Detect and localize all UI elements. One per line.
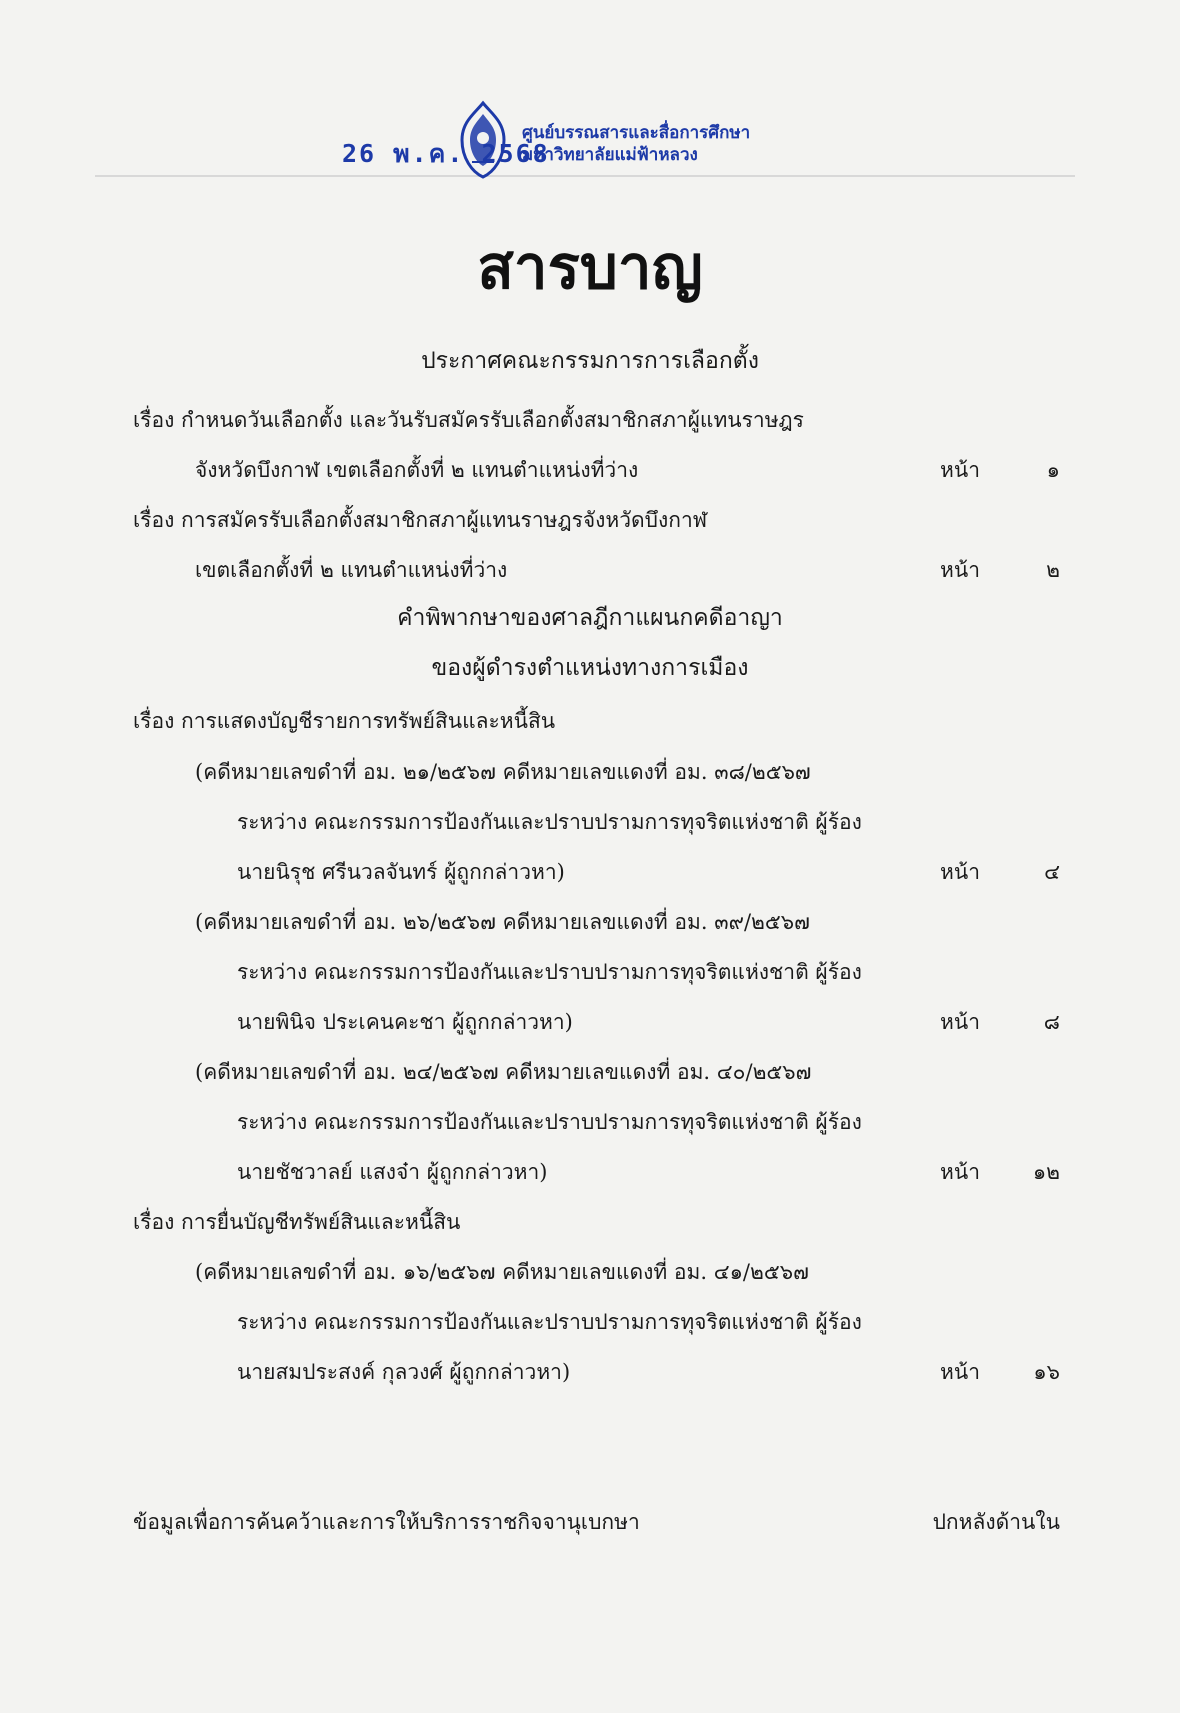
case-2-defendant: นายพินิจ ประเคนคะชา ผู้ถูกกล่าวหา) [237, 1010, 573, 1034]
footer-cover-note: ปกหลังด้านใน [932, 1510, 1060, 1534]
entry-2-page-label: หน้า [940, 558, 980, 582]
section-heading-court-line2: ของผู้ดำรงตำแหน่งทางการเมือง [431, 655, 749, 681]
case-4-defendant: นายสมประสงค์ กุลวงศ์ ผู้ถูกกล่าวหา) [237, 1360, 571, 1384]
case-4-numbers: (คดีหมายเลขดำที่ อม. ๑๖/๒๕๖๗ คดีหมายเลขแดงที่ อม. ๔๑/๒๕๖๗ [195, 1260, 809, 1284]
case-4-parties: ระหว่าง คณะกรรมการป้องกันและปราบปรามการทุจริตแห่งชาติ ผู้ร้อง [237, 1310, 862, 1334]
entry-1-subject: เรื่อง กำหนดวันเลือกตั้ง และวันรับสมัครรับเลือกตั้งสมาชิกสภาผู้แทนราษฎร [133, 408, 804, 432]
stamp-org-line2: มหาวิทยาลัยแม่ฟ้าหลวง [522, 145, 698, 165]
case-4-page-label: หน้า [940, 1360, 980, 1384]
case-4-page-number: ๑๖ [1033, 1360, 1060, 1384]
case-2-numbers: (คดีหมายเลขดำที่ อม. ๒๖/๒๕๖๗ คดีหมายเลขแดงที่ อม. ๓๙/๒๕๖๗ [195, 910, 810, 934]
entry-2-page-number: ๒ [1046, 558, 1060, 582]
entry-4-subject: เรื่อง การยื่นบัญชีทรัพย์สินและหนี้สิน [133, 1210, 461, 1234]
stamp-date: 26 พ.ค. 2568 [342, 139, 550, 168]
case-1-page-label: หน้า [940, 860, 980, 884]
case-3-parties: ระหว่าง คณะกรรมการป้องกันและปราบปรามการทุจริตแห่งชาติ ผู้ร้อง [237, 1110, 862, 1134]
page-title: สารบาญ [477, 233, 703, 303]
case-3-defendant: นายชัชวาลย์ แสงจ๋า ผู้ถูกกล่าวหา) [237, 1160, 548, 1184]
case-1-defendant: นายนิรุช ศรีนวลจันทร์ ผู้ถูกกล่าวหา) [237, 860, 565, 884]
case-3-page-number: ๑๒ [1032, 1160, 1060, 1184]
case-1-parties: ระหว่าง คณะกรรมการป้องกันและปราบปรามการทุจริตแห่งชาติ ผู้ร้อง [237, 810, 862, 834]
footer-note: ข้อมูลเพื่อการค้นคว้าและการให้บริการราชกิจจานุเบกษา [133, 1510, 640, 1534]
stamp-org-line1: ศูนย์บรรณสารและสื่อการศึกษา [522, 123, 751, 143]
section-heading-election: ประกาศคณะกรรมการการเลือกตั้ง [421, 348, 759, 374]
entry-1-subject-cont: จังหวัดบึงกาฬ เขตเลือกตั้งที่ ๒ แทนตำแหน่งที่ว่าง [195, 458, 639, 482]
case-2-parties: ระหว่าง คณะกรรมการป้องกันและปราบปรามการทุจริตแห่งชาติ ผู้ร้อง [237, 960, 862, 984]
case-3-page-label: หน้า [940, 1160, 980, 1184]
case-3-numbers: (คดีหมายเลขดำที่ อม. ๒๔/๒๕๖๗ คดีหมายเลขแดงที่ อม. ๔๐/๒๕๖๗ [195, 1060, 812, 1084]
stamp-organization [522, 122, 822, 166]
entry-2-subject: เรื่อง การสมัครรับเลือกตั้งสมาชิกสภาผู้แทนราษฎรจังหวัดบึงกาฬ [133, 508, 708, 532]
header-rule [95, 175, 1075, 177]
case-2-page-label: หน้า [940, 1010, 980, 1034]
entry-2-subject-cont: เขตเลือกตั้งที่ ๒ แทนตำแหน่งที่ว่าง [195, 558, 508, 582]
entry-1-page-label: หน้า [940, 458, 980, 482]
section-heading-court-line1: คำพิพากษาของศาลฎีกาแผนกคดีอาญา [397, 605, 783, 631]
case-2-page-number: ๘ [1043, 1010, 1060, 1034]
entry-1-page-number: ๑ [1046, 458, 1060, 482]
entry-3-subject: เรื่อง การแสดงบัญชีรายการทรัพย์สินและหนี้สิน [133, 709, 556, 733]
case-1-page-number: ๔ [1044, 860, 1060, 884]
case-1-numbers: (คดีหมายเลขดำที่ อม. ๒๑/๒๕๖๗ คดีหมายเลขแดงที่ อม. ๓๘/๒๕๖๗ [195, 760, 811, 784]
